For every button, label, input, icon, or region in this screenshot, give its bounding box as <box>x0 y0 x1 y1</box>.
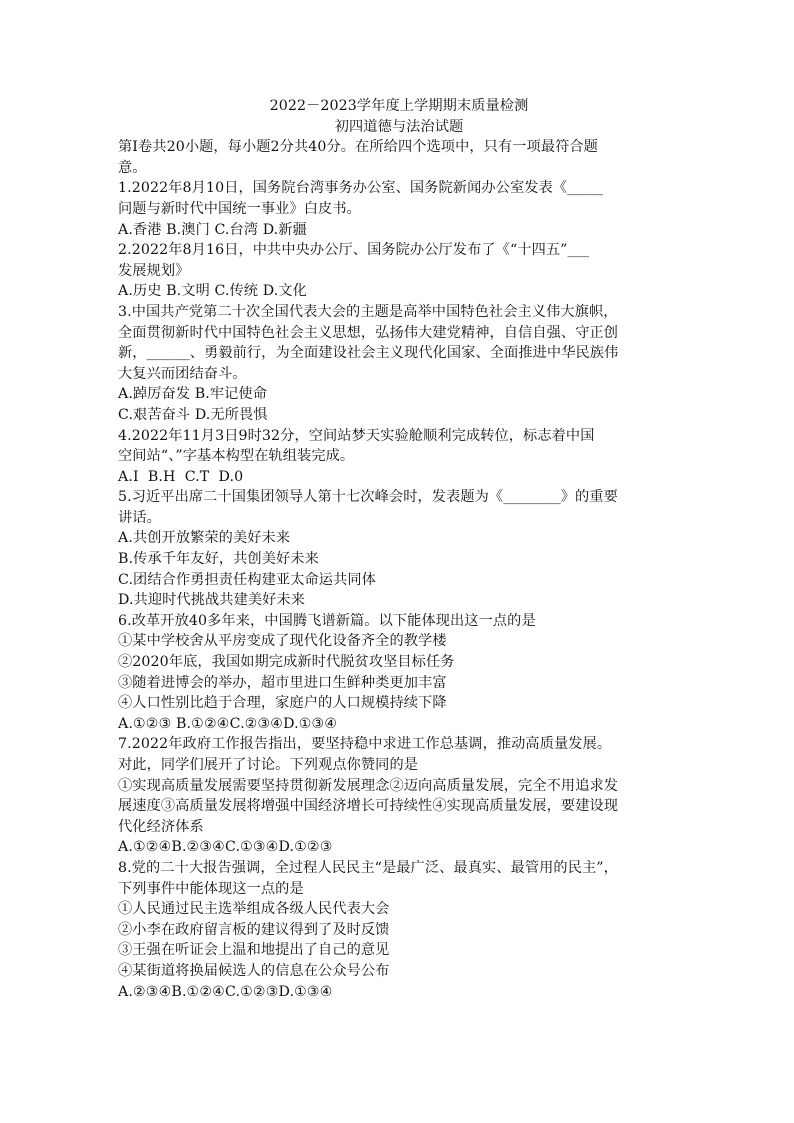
question-statement: ③随着进博会的举办，超市里进口生鲜种类更加丰富 <box>118 674 447 691</box>
instructions-line: 意。 <box>118 159 147 176</box>
question-options: A.①②④B.②③④C.①③④D.①②③ <box>118 839 333 856</box>
question-text: 3.中国共产党第二十次全国代表大会的主题是高举中国特色社会主义伟大旗帜， <box>118 303 618 320</box>
question-text: 7.2022年政府工作报告指出，要坚持稳中求进工作总基调，推动高质量发展。 <box>118 736 612 753</box>
question-text: 全面贯彻新时代中国特色社会主义思想，弘扬伟大建党精神，自信自强、守正创 <box>118 324 619 341</box>
question-option-b: B.传承千年友好，共创美好未来 <box>118 551 319 568</box>
question-1 <box>118 178 680 240</box>
question-4 <box>118 426 680 488</box>
instructions-line: 第Ⅰ卷共20小题，每小题2分共40分。在所给四个选项中，只有一项最符合题 <box>118 139 598 156</box>
exam-title: 2022－2023学年度上学期期末质量检测 <box>269 98 529 114</box>
question-options: A.历史 B.文明 C.传统 D.文化 <box>118 283 307 300</box>
question-text: 发展规划》 <box>118 262 190 279</box>
question-statement: ④人口性别比趋于合理，家庭户的人口规模持续下降 <box>118 695 447 712</box>
question-text: 6.改革开放40多年来，中国腾飞谱新篇。以下能体现出这一点的是 <box>118 612 536 629</box>
question-7 <box>118 734 680 858</box>
question-5 <box>118 487 680 611</box>
question-statement: ③王强在听证会上温和地提出了自己的意见 <box>118 942 390 959</box>
question-text: 5.习近平出席二十国集团领导人第十七次峰会时，发表题为《________》的重要 <box>118 489 618 506</box>
question-text: 1.2022年8月10日，国务院台湾事务办公室、国务院新闻办公室发表《_____ <box>118 180 604 197</box>
exam-subtitle: 初四道德与法治试题 <box>334 118 464 135</box>
question-options: C.艰苦奋斗 D.无所畏惧 <box>118 406 268 423</box>
question-option-c: C.团结合作勇担责任构建亚太命运共同体 <box>118 571 376 588</box>
question-statement: ②小李在政府留言板的建议得到了及时反馈 <box>118 921 390 938</box>
question-text: 8.党的二十大报告强调，全过程人民民主“是最广泛、最真实、最管用的民主”， <box>118 859 618 876</box>
question-statement: ①实现高质量发展需要坚持贯彻新发展理念②迈向高质量发展，完全不用追求发 <box>118 777 619 794</box>
question-text: 2.2022年8月16日，中共中央办公厅、国务院办公厅发布了《“十四五”___ <box>118 242 590 259</box>
question-text: 下列事件中能体现这一点的是 <box>118 880 304 897</box>
question-option-d: D.共迎时代挑战共建美好未来 <box>118 592 306 609</box>
question-options: A.②③④B.①②④C.①②③D.①③④ <box>118 983 333 1000</box>
question-options: A.①②③ B.①②④C.②③④D.①③④ <box>118 715 338 732</box>
question-statement: 展速度③高质量发展将增强中国经济增长可持续性④实现高质量发展，要建设现 <box>118 798 619 815</box>
question-text: 4.2022年11月3日9时32分，空间站梦天实验舱顺利完成转位，标志着中国 <box>118 427 595 444</box>
question-option-a: A.共创开放繁荣的美好未来 <box>118 530 291 547</box>
question-text: 大复兴而团结奋斗。 <box>118 365 247 382</box>
question-statement: 代化经济体系 <box>118 818 204 835</box>
question-options: A.香港 B.澳门 C.台湾 D.新疆 <box>118 221 307 238</box>
exam-page <box>118 96 680 1002</box>
question-statement: ④某街道将换届候选人的信息在公众号公布 <box>118 962 390 979</box>
question-text: 新，______、勇毅前行，为全面建设社会主义现代化国家、全面推进中华民族伟 <box>118 345 619 362</box>
question-statement: ①某中学校舍从平房变成了现代化设备齐全的教学楼 <box>118 633 447 650</box>
question-text: 讲话。 <box>118 509 161 526</box>
question-statement: ②2020年底，我国如期完成新时代脱贫攻坚目标任务 <box>118 654 455 671</box>
question-text: 问题与新时代中国统一事业》白皮书。 <box>118 200 361 217</box>
question-text: 空间站“、”字基本构型在轨组装完成。 <box>118 448 355 465</box>
question-options: A.踔厉奋发 B.牢记使命 <box>118 386 268 403</box>
question-options: A.I B.H C.T D.0 <box>118 468 244 485</box>
question-3 <box>118 302 680 426</box>
question-text: 对此，同学们展开了讨论。下列观点你赞同的是 <box>118 757 419 773</box>
question-8 <box>118 858 680 1002</box>
question-6 <box>118 611 680 735</box>
question-2 <box>118 240 680 302</box>
question-statement: ①人民通过民主选举组成各级人民代表大会 <box>118 901 390 918</box>
